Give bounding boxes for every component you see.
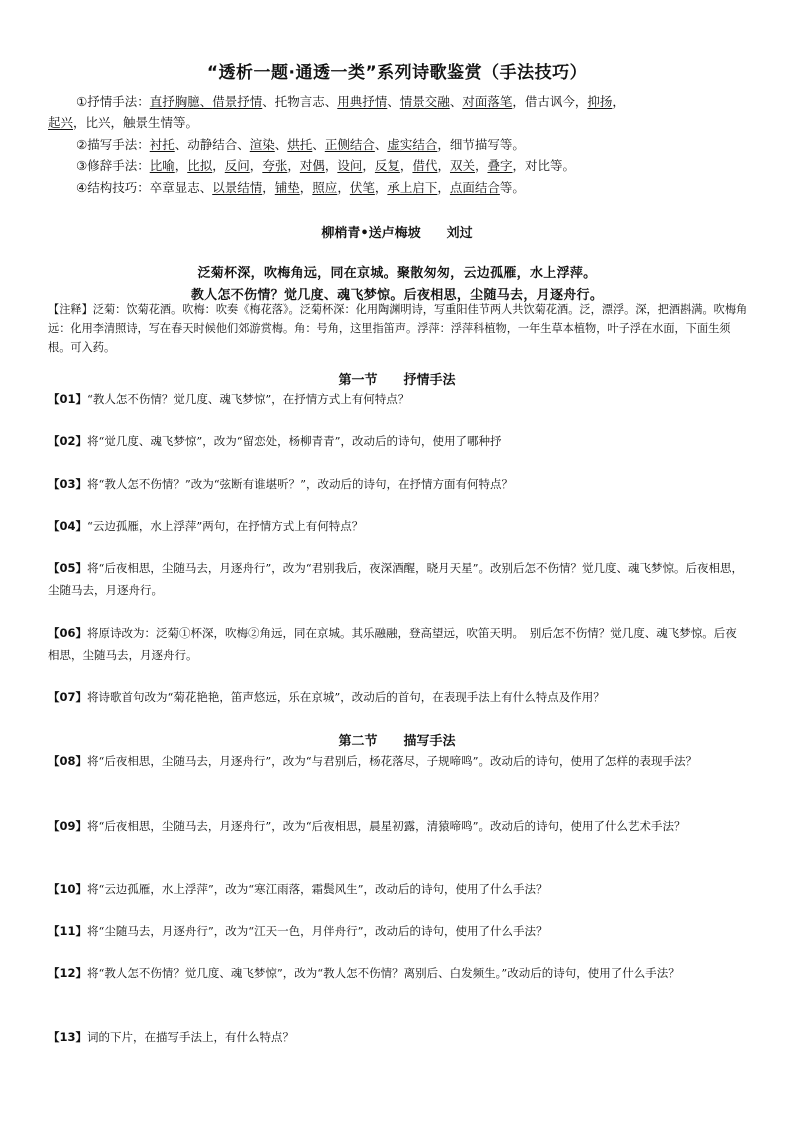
technique-text: 卒章显志、 <box>149 180 213 195</box>
technique-head: ④结构技巧： <box>76 180 150 195</box>
technique-text: 、 <box>387 94 400 109</box>
technique-text: ， <box>324 158 338 173</box>
technique-text: ， <box>212 158 225 173</box>
technique-term: 照应 <box>312 180 338 195</box>
technique-term: 用典抒情 <box>337 94 388 109</box>
technique-term: 夸张 <box>262 158 288 173</box>
question-number: 【07】 <box>48 690 88 704</box>
question-number: 【05】 <box>48 561 88 575</box>
technique-structure <box>48 177 752 198</box>
technique-head: ③修辞手法： <box>76 158 150 173</box>
technique-text: ， <box>249 158 263 173</box>
technique-text: ， <box>262 180 275 195</box>
question-text: 将“后夜相思，尘随马去，月逐舟行”，改为“与君别后，杨花落尽，子规啼鸣”。改动后的诗句，使用了怎样的表现手法？ <box>87 754 698 768</box>
technique-text: ， <box>474 158 488 173</box>
question-text: 将“尘随马去，月逐舟行”，改为“江天一色，月伴舟行”，改动后的诗句，使用了什么手法？ <box>87 924 548 938</box>
technique-text: 、 <box>312 137 325 152</box>
technique-text: ， <box>437 180 450 195</box>
technique-lyric-cont <box>48 112 752 133</box>
technique-term: 起兴 <box>48 115 74 130</box>
question-text: 将“后夜相思，尘随马去，月逐舟行”，改为“后夜相思，晨星初露，清猿啼鸣”。改动后的诗句，使用了什么艺术手法？ <box>87 819 686 833</box>
question-item <box>48 878 748 900</box>
technique-text: ， <box>174 158 188 173</box>
technique-text: ， <box>299 180 313 195</box>
question-item <box>48 920 748 942</box>
question-item <box>48 622 748 666</box>
question-text: 将“后夜相思，尘随马去，月逐舟行”，改为“君别我后，夜深酒醒，晓月天星”。改别后怎不伤情？觉几度、魂飞梦惊。后夜相思，尘随马去，月逐舟行。 <box>48 561 744 597</box>
technique-term: 情景交融 <box>399 94 450 109</box>
question-number: 【08】 <box>48 754 88 768</box>
technique-term: 渲染 <box>249 137 275 152</box>
technique-text: ，细节描写等。 <box>437 137 525 152</box>
question-text: 将原诗改为：泛菊①杯深，吹梅②角远，同在京城。其乐融融，登高望远，吹笛天明。 别后怎不伤情？觉几度、魂飞梦惊。后夜相思，尘随马去，月逐舟行。 <box>48 626 737 662</box>
technique-term: 对偶 <box>299 158 325 173</box>
question-number: 【13】 <box>48 1030 88 1044</box>
technique-text: ， <box>399 158 413 173</box>
question-item <box>48 815 748 837</box>
technique-rhetoric <box>48 155 752 176</box>
question-number: 【02】 <box>48 434 88 448</box>
technique-text: ， <box>612 94 625 109</box>
technique-term: 衬托 <box>149 137 175 152</box>
question-item <box>48 1026 748 1048</box>
technique-term: 比喻 <box>149 158 175 173</box>
section-heading: 第一节 抒情手法 <box>338 373 456 388</box>
question-item <box>48 515 748 537</box>
technique-term: 反复 <box>374 158 400 173</box>
technique-text: 等。 <box>499 180 525 195</box>
question-text: “云边孤雁，水上浮萍”两句，在抒情方式上有何特点？ <box>87 519 364 533</box>
technique-term: 以景结情 <box>212 180 263 195</box>
technique-text: 、 <box>274 137 288 152</box>
technique-term: 正侧结合 <box>324 137 375 152</box>
technique-term: 铺垫 <box>274 180 300 195</box>
technique-lyric <box>48 91 752 112</box>
technique-description <box>48 134 752 155</box>
question-number: 【01】 <box>48 392 88 406</box>
question-item <box>48 557 748 601</box>
question-text: “教人怎不伤情？觉几度、魂飞梦惊”，在抒情方式上有何特点？ <box>87 392 410 406</box>
technique-term: 直抒胸臆、 <box>149 94 213 109</box>
question-number: 【03】 <box>48 477 88 491</box>
technique-text: ， <box>287 158 300 173</box>
question-item <box>48 473 748 495</box>
section-heading: 第二节 描写手法 <box>338 734 456 749</box>
question-item <box>48 686 748 708</box>
technique-text: ，借古讽今， <box>512 94 588 109</box>
poem-line: 泛菊杯深，吹梅角远，同在京城。聚散匆匆，云边孤雁，水上浮萍。 <box>197 266 597 281</box>
question-number: 【11】 <box>48 924 88 938</box>
poem-line: 教人怎不伤情？觉几度、魂飞梦惊。后夜相思，尘随马去，月逐舟行。 <box>190 288 604 303</box>
technique-text: 、动静结合、 <box>174 137 250 152</box>
technique-term: 烘托 <box>287 137 313 152</box>
question-text: 将“觉几度、魂飞梦惊”，改为“留恋处，杨柳青青”，改动后的诗句，使用了哪种抒 <box>87 434 502 448</box>
technique-text: ， <box>437 158 450 173</box>
technique-text: ，比兴，触景生情等。 <box>73 115 199 130</box>
question-number: 【04】 <box>48 519 88 533</box>
technique-text: ， <box>362 158 375 173</box>
poem-title: 柳梢青•送卢梅坡 刘过 <box>321 226 473 241</box>
technique-head: ①抒情手法： <box>76 94 150 109</box>
technique-text: 、 <box>374 137 388 152</box>
question-item <box>48 962 748 984</box>
question-number: 【10】 <box>48 882 88 896</box>
technique-term: 借代 <box>412 158 438 173</box>
question-item <box>48 750 748 772</box>
page-title: “透析一题·通透一类”系列诗歌鉴赏（手法技巧） <box>206 63 588 83</box>
question-text: 将“教人怎不伤情？觉几度、魂飞梦惊”，改为“教人怎不伤情？离别后、白发频生。”改动后的诗句，使用了什么手法？ <box>87 966 680 980</box>
question-item <box>48 430 748 452</box>
technique-term: 抑扬 <box>587 94 613 109</box>
technique-term: 叠字 <box>487 158 513 173</box>
technique-term: 承上启下 <box>387 180 438 195</box>
technique-term: 反问 <box>224 158 250 173</box>
technique-text: 、 <box>449 94 463 109</box>
question-text: 将诗歌首句改为“菊花艳艳，笛声悠远，乐在京城”，改动后的首句，在表现手法上有什么特点及作用？ <box>87 690 605 704</box>
question-text: 将“教人怎不伤情？”改为“弦断有谁堪听？”，改动后的诗句，在抒情方面有何特点？ <box>87 477 514 491</box>
technique-term: 借景抒情 <box>212 94 263 109</box>
question-item <box>48 388 748 410</box>
technique-term: 设问 <box>337 158 363 173</box>
technique-text: ， <box>337 180 350 195</box>
question-text: 词的下片，在描写手法上，有什么特点？ <box>87 1030 295 1044</box>
technique-text: 、托物言志、 <box>262 94 338 109</box>
question-text: 将“云边孤雁，水上浮萍”，改为“寒江雨落，霜鬓风生”，改动后的诗句，使用了什么手法？ <box>87 882 548 896</box>
question-number: 【12】 <box>48 966 88 980</box>
technique-text: ， <box>374 180 388 195</box>
technique-term: 虚实结合 <box>387 137 438 152</box>
technique-term: 双关 <box>449 158 475 173</box>
technique-head: ②描写手法： <box>76 137 150 152</box>
technique-term: 对面落笔 <box>462 94 513 109</box>
technique-term: 比拟 <box>187 158 213 173</box>
question-number: 【09】 <box>48 819 88 833</box>
annotation-note: 【注释】泛菊：饮菊花酒。吹梅：吹奏《梅花落》。泛菊杯深：化用陶渊明诗，写重阳佳节两人共饮菊花酒。泛，漂浮。深，把酒斟满。吹梅角远：化用李清照诗，写在春天时候他们郊游赏梅。角：号角，这里指笛声。浮萍：浮萍科植物，一年生草本植物，叶子浮在水面，下面生须根。可入药。 <box>48 303 748 354</box>
technique-text: ，对比等。 <box>512 158 576 173</box>
technique-term: 伏笔 <box>349 180 375 195</box>
technique-term: 点面结合 <box>449 180 500 195</box>
question-number: 【06】 <box>48 626 88 640</box>
